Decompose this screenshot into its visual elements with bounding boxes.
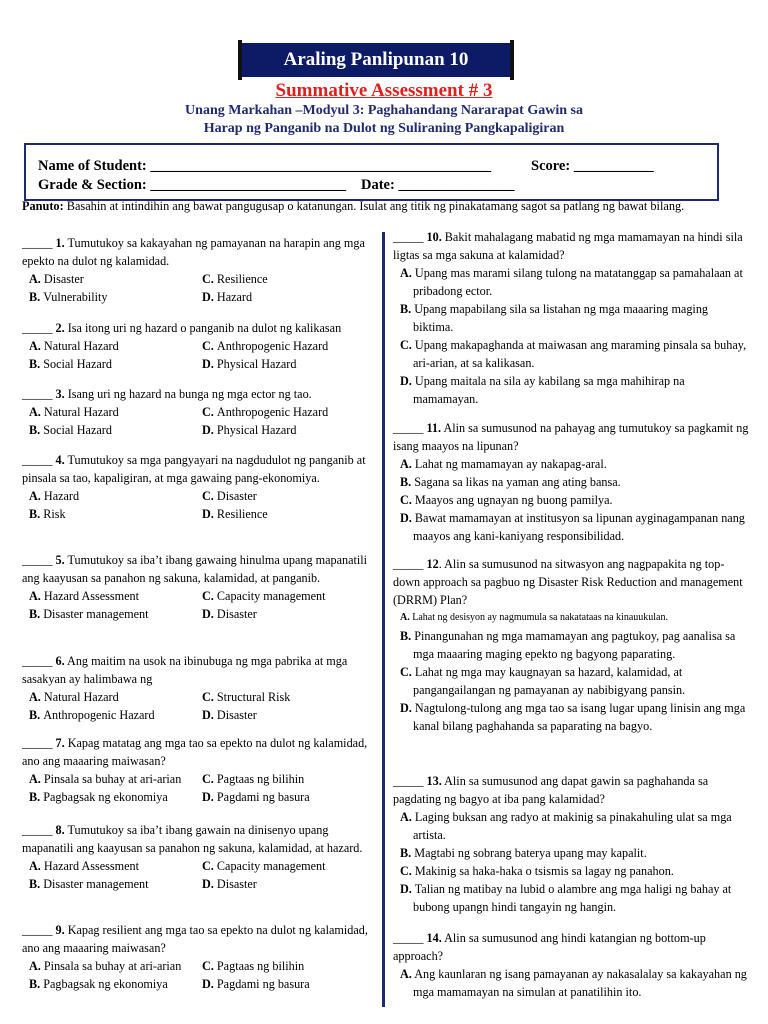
- question-number: 8.: [55, 823, 65, 837]
- option-letter: A.: [400, 967, 412, 981]
- question-text: [22, 451, 378, 487]
- option-text: Social Hazard: [43, 357, 112, 371]
- option-letter: D.: [202, 423, 217, 437]
- question-stem: Kapag resilient ang mga tao sa epekto na dulot ng kalamidad, ano ang maaaring maiwasan?: [22, 923, 368, 955]
- question-number: 10.: [426, 230, 442, 244]
- option-text: Disaster management: [43, 607, 149, 621]
- subject-banner: [242, 43, 510, 77]
- option-letter: A.: [400, 266, 412, 280]
- question-item: [22, 234, 378, 306]
- option-b[interactable]: [29, 975, 202, 993]
- options-grid: [29, 688, 378, 724]
- option-letter: B.: [400, 846, 412, 860]
- options-grid: [29, 270, 378, 306]
- option-d[interactable]: [202, 706, 382, 724]
- option-a[interactable]: [393, 965, 749, 1001]
- option-letter: B.: [29, 708, 44, 722]
- question-item: [393, 419, 749, 545]
- option-c[interactable]: [393, 491, 749, 509]
- question-text: [22, 319, 378, 337]
- option-letter: C.: [202, 339, 217, 353]
- option-a[interactable]: [393, 609, 749, 627]
- option-b[interactable]: [29, 788, 202, 806]
- option-text: Natural Hazard: [43, 339, 119, 353]
- option-text: Makinig sa haka-haka o tsismis sa lagay ng panahon.: [414, 864, 674, 878]
- option-text: Hazard Assessment: [43, 859, 140, 873]
- question-number: 2.: [55, 321, 65, 335]
- option-text: Talian ng matibay na lubid o alambre ang mga haligi ng bahay at bubong upangn hindi tangayin ng hangin.: [413, 882, 732, 914]
- option-text: Disaster management: [43, 877, 149, 891]
- answer-blank[interactable]: _____: [22, 553, 56, 567]
- option-letter: A.: [29, 405, 44, 419]
- option-text: Upang mapabilang sila sa listahan ng mga maaaring maging biktima.: [413, 302, 709, 334]
- question-number: 12: [426, 557, 439, 571]
- question-item: [22, 821, 378, 893]
- option-letter: B.: [29, 977, 44, 991]
- option-text: Social Hazard: [43, 423, 112, 437]
- question-text: [393, 419, 749, 455]
- option-text: Maayos ang ugnayan ng buong pamilya.: [414, 493, 613, 507]
- question-item: [22, 319, 378, 373]
- question-item: [22, 652, 378, 724]
- option-b[interactable]: [29, 505, 202, 523]
- question-item: [393, 772, 749, 916]
- option-letter: C.: [202, 772, 217, 786]
- answer-blank[interactable]: _____: [22, 823, 56, 837]
- options-grid: [29, 403, 378, 439]
- option-d[interactable]: [202, 788, 382, 806]
- option-letter: B.: [400, 629, 412, 643]
- option-c[interactable]: [202, 587, 382, 605]
- question-stem: Isang uri ng hazard na bunga ng mga ector ng tao.: [64, 387, 312, 401]
- option-letter: C.: [400, 493, 412, 507]
- question-number: 13.: [426, 774, 442, 788]
- option-letter: C.: [202, 489, 217, 503]
- option-d[interactable]: [393, 699, 749, 735]
- option-b[interactable]: [29, 355, 202, 373]
- options-grid: [29, 957, 378, 993]
- option-text: Disaster: [43, 272, 84, 286]
- option-text: Anthropogenic Hazard: [43, 708, 155, 722]
- option-letter: C.: [202, 405, 217, 419]
- question-stem: Tumutukoy sa iba’t ibang gawaing hinulma upang mapanatili ang kaayusan sa panahon ng sakuna, kalamidad, at panganib.: [22, 553, 368, 585]
- option-letter: D.: [202, 290, 217, 304]
- question-item: [22, 385, 378, 439]
- option-letter: C.: [202, 589, 217, 603]
- grade-section-field[interactable]: Grade & Section: ___________________________: [38, 177, 347, 193]
- column-divider: [382, 232, 385, 1007]
- question-stem: Tumutukoy sa kakayahan ng pamayanan na harapin ang mga epekto na dulot ng kalamidad.: [22, 236, 365, 268]
- option-text: Structural Risk: [216, 690, 291, 704]
- question-item: [393, 555, 749, 735]
- answer-blank[interactable]: _____: [22, 387, 56, 401]
- option-letter: B.: [400, 302, 412, 316]
- option-letter: B.: [29, 423, 44, 437]
- answer-blank[interactable]: _____: [393, 421, 427, 435]
- question-item: [22, 451, 378, 523]
- option-text: Pinsala sa buhay at ari-arian: [43, 772, 182, 786]
- option-text: Disaster: [216, 708, 257, 722]
- option-text: Anthropogenic Hazard: [216, 405, 329, 419]
- option-letter: C.: [202, 859, 217, 873]
- option-b[interactable]: [29, 875, 202, 893]
- student-name-field[interactable]: Name of Student: _______________________________________________: [38, 158, 492, 174]
- option-text: Disaster: [216, 489, 257, 503]
- option-text: Resilience: [216, 272, 268, 286]
- option-a[interactable]: [29, 957, 202, 975]
- option-a[interactable]: [29, 403, 202, 421]
- option-c[interactable]: [202, 688, 382, 706]
- option-letter: B.: [29, 357, 44, 371]
- option-c[interactable]: [393, 862, 749, 880]
- option-text: Natural Hazard: [43, 690, 119, 704]
- option-letter: D.: [202, 877, 217, 891]
- option-text: Pagbagsak ng ekonomiya: [43, 977, 168, 991]
- option-b[interactable]: [29, 288, 202, 306]
- assessment-title: Summative Assessment # 3: [275, 80, 493, 101]
- option-letter: A.: [29, 272, 44, 286]
- option-letter: A.: [400, 612, 410, 623]
- option-letter: D.: [202, 708, 217, 722]
- option-letter: D.: [202, 977, 217, 991]
- question-text: [393, 555, 749, 609]
- option-letter: D.: [202, 790, 217, 804]
- score-field[interactable]: Score: ___________: [531, 158, 654, 174]
- option-letter: B.: [29, 877, 44, 891]
- option-b[interactable]: [393, 473, 749, 491]
- option-letter: B.: [29, 607, 44, 621]
- option-text: Pagdami ng basura: [216, 790, 310, 804]
- option-d[interactable]: [202, 288, 382, 306]
- option-d[interactable]: [393, 372, 749, 408]
- option-c[interactable]: [202, 487, 382, 505]
- option-c[interactable]: [202, 337, 382, 355]
- question-stem: Alin sa sumusunod ang dapat gawin sa paghahanda sa pagdating ng bagyo at iba pang kalamidad?: [393, 774, 709, 806]
- answer-blank[interactable]: _____: [393, 557, 427, 571]
- question-number: 4.: [55, 453, 65, 467]
- option-letter: D.: [400, 882, 412, 896]
- option-d[interactable]: [202, 605, 382, 623]
- option-text: Physical Hazard: [216, 423, 297, 437]
- option-b[interactable]: [393, 627, 749, 663]
- answer-blank[interactable]: _____: [22, 923, 56, 937]
- instructions-label: Panuto:: [22, 199, 64, 213]
- option-letter: D.: [400, 701, 412, 715]
- option-c[interactable]: [202, 857, 382, 875]
- option-letter: D.: [202, 357, 217, 371]
- question-stem: Alin sa sumusunod ang hindi katangian ng bottom-up approach?: [393, 931, 706, 963]
- option-text: Hazard: [216, 290, 253, 304]
- option-a[interactable]: [29, 688, 202, 706]
- question-number: 1.: [55, 236, 65, 250]
- option-text: Nagtulong-tulong ang mga tao sa isang lugar upang linisin ang mga kanal bilang paghahanda sa paparating na bagyo.: [413, 701, 746, 733]
- answer-blank[interactable]: _____: [22, 321, 56, 335]
- option-text: Pagbagsak ng ekonomiya: [43, 790, 168, 804]
- option-text: Pagdami ng basura: [216, 977, 310, 991]
- option-letter: A.: [29, 339, 44, 353]
- subject-title: Araling Panlipunan 10: [283, 49, 469, 70]
- option-b[interactable]: [29, 706, 202, 724]
- option-text: Lahat ng desisyon ay nagmumula sa nakatataas na kinauukulan.: [412, 612, 668, 623]
- date-field[interactable]: Date: ________________: [361, 177, 515, 193]
- option-letter: D.: [400, 511, 412, 525]
- option-text: Sagana sa likas na yaman ang ating bansa.: [414, 475, 621, 489]
- option-a[interactable]: [393, 264, 749, 300]
- option-a[interactable]: [29, 270, 202, 288]
- answer-blank[interactable]: _____: [22, 453, 56, 467]
- question-stem: Tumutukoy sa mga pangyayari na nagdudulot ng panganib at pinsala sa tao, kapaligiran, at mga gawaing pang-ekonomiya.: [22, 453, 366, 485]
- option-letter: B.: [400, 475, 412, 489]
- option-text: Upang maitala na sila ay kabilang sa mga mahihirap na mamamayan.: [413, 374, 685, 406]
- question-number: 7.: [55, 736, 65, 750]
- option-text: Resilience: [216, 507, 268, 521]
- option-text: Capacity management: [216, 859, 326, 873]
- option-text: Physical Hazard: [216, 357, 297, 371]
- question-stem: Isa itong uri ng hazard o panganib na dulot ng kalikasan: [64, 321, 342, 335]
- option-text: Magtabi ng sobrang baterya upang may kapalit.: [414, 846, 647, 860]
- question-item: [393, 228, 749, 408]
- option-d[interactable]: [393, 509, 749, 545]
- option-text: Capacity management: [216, 589, 326, 603]
- question-number: 6.: [55, 654, 65, 668]
- option-text: Disaster: [216, 607, 257, 621]
- answer-blank[interactable]: _____: [393, 774, 427, 788]
- option-d[interactable]: [202, 875, 382, 893]
- option-text: Pagtaas ng bilihin: [216, 959, 305, 973]
- option-letter: C.: [202, 690, 217, 704]
- module-subtitle-line2: Harap ng Panganib na Dulot ng Suliraning Pangkapaligiran: [203, 121, 565, 136]
- answer-blank[interactable]: _____: [22, 236, 56, 250]
- option-letter: B.: [29, 290, 44, 304]
- option-text: Vulnerability: [43, 290, 108, 304]
- option-letter: A.: [400, 457, 412, 471]
- option-text: Laging buksan ang radyo at makinig sa pinakahuling ulat sa mga artista.: [413, 810, 732, 842]
- option-d[interactable]: [202, 975, 382, 993]
- question-stem: Kapag matatag ang mga tao sa epekto na dulot ng kalamidad, ano ang maaaring maiwasan?: [22, 736, 368, 768]
- option-letter: A.: [29, 859, 44, 873]
- option-c[interactable]: [202, 957, 382, 975]
- question-text: [22, 551, 378, 587]
- option-letter: C.: [400, 864, 412, 878]
- option-letter: A.: [29, 690, 44, 704]
- question-text: [22, 734, 378, 770]
- option-text: Anthropogenic Hazard: [216, 339, 329, 353]
- option-c[interactable]: [202, 270, 382, 288]
- option-text: Risk: [43, 507, 66, 521]
- instructions: [22, 199, 684, 214]
- option-text: Lahat ng mamamayan ay nakapag-aral.: [414, 457, 607, 471]
- question-text: [22, 652, 378, 688]
- option-letter: B.: [29, 790, 44, 804]
- question-text: [393, 228, 749, 264]
- option-text: Pagtaas ng bilihin: [216, 772, 305, 786]
- question-number: 5.: [55, 553, 65, 567]
- option-letter: C.: [400, 665, 412, 679]
- instructions-text: Basahin at intindihin ang bawat pangugusap o katanungan. Isulat ang titik ng pinakatamang sagot sa patlang ng bawat bilang.: [63, 199, 685, 213]
- option-text: Ang kaunlaran ng isang pamayanan ay nakasalalay sa kakayahan ng mga mamamayan na simulan at panatilihin ito.: [413, 967, 747, 999]
- option-a[interactable]: [29, 857, 202, 875]
- option-b[interactable]: [393, 300, 749, 336]
- question-stem: . Alin sa sumusunod na sitwasyon ang nagpapakita ng top-down approach sa pagbuo ng Disaster Risk Reduction and management (DRRM) Plan?: [393, 557, 743, 607]
- option-a[interactable]: [29, 487, 202, 505]
- question-item: [22, 734, 378, 806]
- option-text: Disaster: [216, 877, 257, 891]
- option-letter: A.: [29, 489, 44, 503]
- options-grid: [29, 487, 378, 523]
- option-letter: C.: [400, 338, 412, 352]
- option-text: Upang mas marami silang tulong na matatanggap sa pamahalaan at pribadong ector.: [413, 266, 743, 298]
- option-b[interactable]: [29, 421, 202, 439]
- option-d[interactable]: [202, 355, 382, 373]
- question-stem: Tumutukoy sa iba’t ibang gawain na dinisenyo upang mapanatili ang kaayusan sa panahon ng sakuna, kalamidad, at hazard.: [22, 823, 363, 855]
- option-letter: D.: [202, 607, 217, 621]
- question-text: [22, 385, 378, 403]
- option-d[interactable]: [202, 505, 382, 523]
- option-text: Pinangunahan ng mga mamamayan ang pagtukoy, pag aanalisa sa mga maaaring maging epekto ng bagyong paparating.: [413, 629, 736, 661]
- question-text: [393, 929, 749, 965]
- option-b[interactable]: [29, 605, 202, 623]
- options-grid: [29, 587, 378, 623]
- question-number: 3.: [55, 387, 65, 401]
- question-text: [22, 921, 378, 957]
- question-stem: Ang maitim na usok na ibinubuga ng mga pabrika at mga sasakyan ay halimbawa ng: [22, 654, 348, 686]
- option-a[interactable]: [29, 587, 202, 605]
- question-number: 11.: [426, 421, 442, 435]
- option-text: Natural Hazard: [43, 405, 119, 419]
- option-a[interactable]: [29, 770, 202, 788]
- option-b[interactable]: [393, 844, 749, 862]
- option-letter: D.: [400, 374, 412, 388]
- question-item: [22, 921, 378, 993]
- option-letter: A.: [400, 810, 412, 824]
- option-letter: D.: [202, 507, 217, 521]
- option-a[interactable]: [393, 808, 749, 844]
- options-grid: [29, 857, 378, 893]
- module-subtitle-line1: Unang Markahan –Modyul 3: Paghahandang Nararapat Gawin sa: [185, 103, 583, 118]
- option-a[interactable]: [29, 337, 202, 355]
- question-stem: Bakit mahalagang mabatid ng mga mamamayan na hindi sila ligtas sa mga sakuna at kalamidad?: [393, 230, 743, 262]
- option-c[interactable]: [202, 770, 382, 788]
- option-c[interactable]: [202, 403, 382, 421]
- options-grid: [29, 770, 378, 806]
- option-letter: B.: [29, 507, 44, 521]
- question-item: [22, 551, 378, 623]
- option-text: Hazard: [43, 489, 80, 503]
- option-letter: A.: [29, 959, 44, 973]
- option-a[interactable]: [393, 455, 749, 473]
- option-text: Bawat mamamayan at institusyon sa lipunan ayginagampanan nang maayos ang kani-kaniyang responsibilidad.: [413, 511, 745, 543]
- answer-blank[interactable]: _____: [393, 931, 427, 945]
- option-c[interactable]: [393, 336, 749, 372]
- question-item: [393, 929, 749, 1001]
- answer-blank[interactable]: _____: [22, 736, 56, 750]
- option-letter: A.: [29, 589, 44, 603]
- question-text: [393, 772, 749, 808]
- question-number: 9.: [55, 923, 65, 937]
- question-stem: Alin sa sumusunod na pahayag ang tumutukoy sa pagkamit ng isang maayos na lipunan?: [393, 421, 749, 453]
- option-text: Lahat ng mga may kaugnayan sa hazard, kalamidad, at pangangailangan ng pamayanan ay nabibigyang pansin.: [413, 665, 686, 697]
- answer-blank[interactable]: _____: [22, 654, 56, 668]
- question-number: 14.: [426, 931, 442, 945]
- answer-blank[interactable]: _____: [393, 230, 427, 244]
- question-text: [22, 821, 378, 857]
- option-d[interactable]: [202, 421, 382, 439]
- options-grid: [29, 337, 378, 373]
- option-text: Pinsala sa buhay at ari-arian: [43, 959, 182, 973]
- option-letter: A.: [29, 772, 44, 786]
- option-d[interactable]: [393, 880, 749, 916]
- option-c[interactable]: [393, 663, 749, 699]
- option-text: Upang makapaghanda at maiwasan ang maraming pinsala sa buhay, ari-arian, at sa kalikasan.: [413, 338, 747, 370]
- question-text: [22, 234, 378, 270]
- option-text: Hazard Assessment: [43, 589, 140, 603]
- option-letter: C.: [202, 272, 217, 286]
- option-letter: C.: [202, 959, 217, 973]
